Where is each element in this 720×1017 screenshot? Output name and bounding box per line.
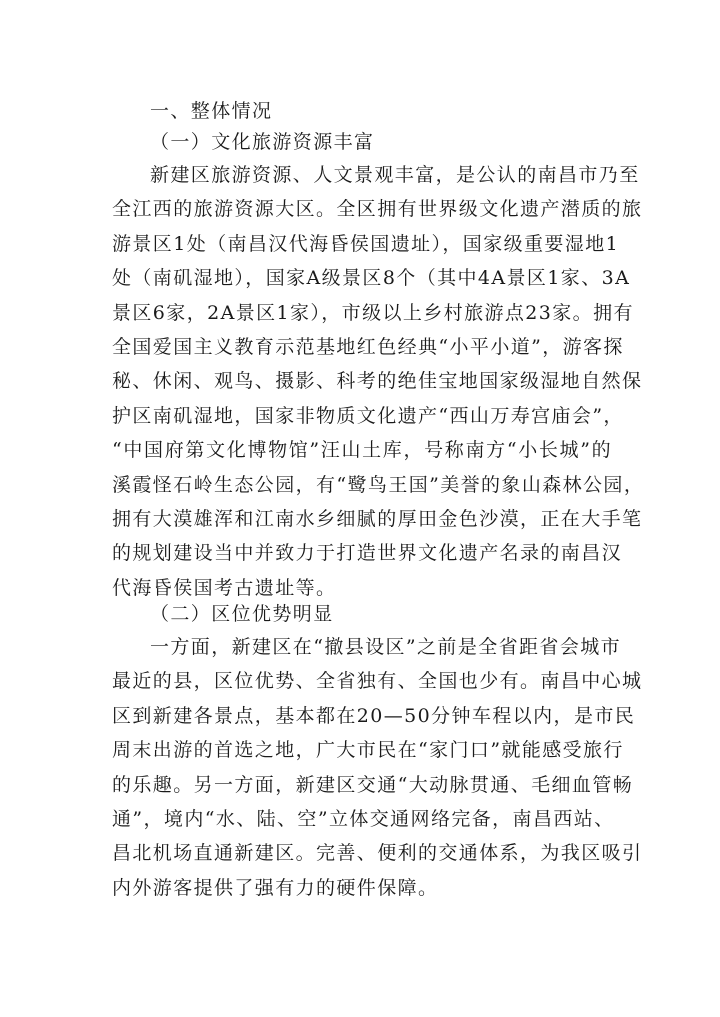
paragraph-line: 昌北机场直通新建区。完善、便利的交通体系，为我区吸引 xyxy=(112,842,643,865)
paragraph-line: 拥有大漠雄浑和江南水乡细腻的厚田金色沙漠，正在大手笔 xyxy=(112,508,643,531)
paragraph-2 xyxy=(112,630,643,905)
paragraph-line: 景区6家，2A景区1家），市级以上乡村旅游点23家。拥有 xyxy=(112,301,634,324)
paragraph-line: 全江西的旅游资源大区。全区拥有世界级文化遗产潜质的旅 xyxy=(112,198,643,221)
paragraph-line: “中国府第文化博物馆”汪山土库，号称南方“小长城”的 xyxy=(112,439,612,462)
paragraph-line: 护区南矶湿地，国家非物质文化遗产“西山万寿宫庙会”， xyxy=(112,404,624,427)
paragraph-line: 一方面，新建区在“撤县设区”之前是全省距省会城市 xyxy=(150,636,622,658)
subsection-heading-2: （二）区位优势明显 xyxy=(150,603,334,625)
paragraph-line: 通”，境内“水、陆、空”立体交通网络完备，南昌西站、 xyxy=(112,808,615,831)
paragraph-line: 处（南矶湿地），国家A级景区8个（其中4A景区1家、3A xyxy=(112,267,631,290)
paragraph-line: 秘、休闲、观鸟、摄影、科考的绝佳宝地国家级湿地自然保 xyxy=(112,370,643,393)
paragraph-line: 游景区1处（南昌汉代海昏侯国遗址），国家级重要湿地1 xyxy=(112,232,620,255)
paragraph-line: 溪霞怪石岭生态公园，有“鹭鸟王国”美誉的象山森林公园， xyxy=(112,473,645,496)
paragraph-1 xyxy=(112,158,645,605)
paragraph-line: 最近的县，区位优势、全省独有、全国也少有。南昌中心城 xyxy=(112,670,643,693)
paragraph-line: 区到新建各景点，基本都在20—50分钟车程以内，是市民 xyxy=(112,704,636,727)
subsection-heading-1: （一）文化旅游资源丰富 xyxy=(150,131,375,153)
paragraph-line: 的乐趣。另一方面，新建区交通“大动脉贯通、毛细血管畅 xyxy=(112,773,634,796)
section-heading: 一、整体情况 xyxy=(150,100,273,122)
paragraph-line: 代海昏侯国考古遗址等。 xyxy=(112,576,337,599)
paragraph-line: 全国爱国主义教育示范基地红色经典“小平小道”，游客探 xyxy=(112,336,624,359)
paragraph-line: 内外游客提供了强有力的硬件保障。 xyxy=(112,876,439,899)
paragraph-line: 新建区旅游资源、人文景观丰富，是公认的南昌市乃至 xyxy=(150,164,640,186)
paragraph-line: 周末出游的首选之地，广大市民在“家门口”就能感受旅行 xyxy=(112,739,624,762)
paragraph-line: 的规划建设当中并致力于打造世界文化遗产名录的南昌汉 xyxy=(112,542,623,565)
